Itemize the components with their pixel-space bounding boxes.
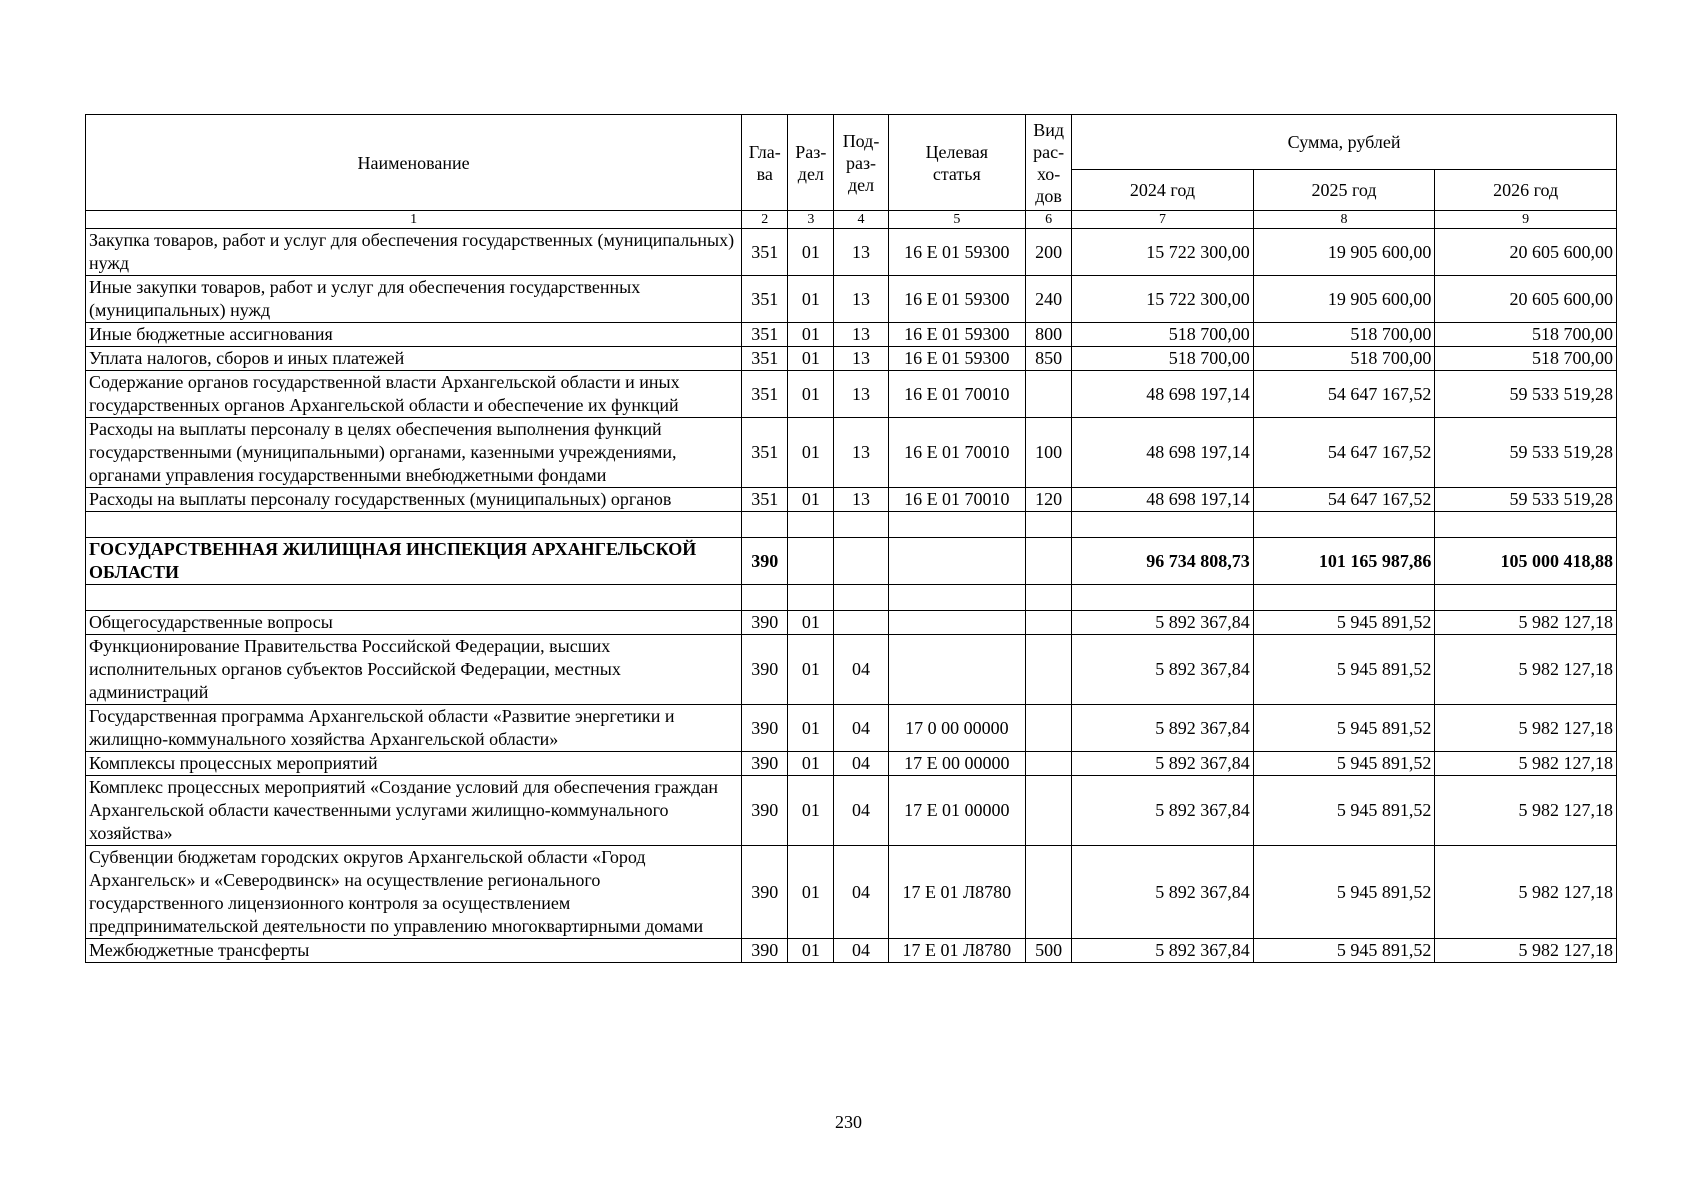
row-celevaya-statya [888,538,1025,585]
header-year-2024: 2024 год [1072,170,1254,211]
row-razdel: 01 [788,752,834,776]
budget-table [85,114,1617,963]
empty-cell [86,585,742,611]
row-vid-raskhodov [1026,538,1072,585]
row-razdel: 01 [788,635,834,705]
row-sum-2025: 5 945 891,52 [1253,939,1435,963]
empty-cell [1072,512,1254,538]
header-glava: Гла- ва [742,115,788,211]
row-glava: 351 [742,323,788,347]
empty-cell [834,585,888,611]
empty-cell [1435,585,1617,611]
empty-cell [1435,512,1617,538]
row-sum-2026: 5 982 127,18 [1435,939,1617,963]
row-celevaya-statya [888,611,1025,635]
row-vid-raskhodov: 120 [1026,488,1072,512]
row-sum-2024: 48 698 197,14 [1072,418,1254,488]
empty-cell [888,512,1025,538]
page-number: 230 [835,1112,862,1132]
row-glava: 351 [742,229,788,276]
row-vid-raskhodov: 200 [1026,229,1072,276]
table-row [86,276,1617,323]
row-sum-2026: 5 982 127,18 [1435,611,1617,635]
column-number: 5 [888,211,1025,229]
table-row [86,752,1617,776]
empty-cell [888,585,1025,611]
empty-cell [788,585,834,611]
row-name: Уплата налогов, сборов и иных платежей [86,347,742,371]
header-razdel: Раз- дел [788,115,834,211]
row-razdel: 01 [788,939,834,963]
table-row [86,418,1617,488]
row-podrazdel: 13 [834,229,888,276]
row-podrazdel: 04 [834,635,888,705]
row-podrazdel: 13 [834,371,888,418]
row-glava: 390 [742,705,788,752]
row-razdel: 01 [788,418,834,488]
row-sum-2025: 54 647 167,52 [1253,488,1435,512]
table-row [86,347,1617,371]
row-sum-2024: 5 892 367,84 [1072,635,1254,705]
row-sum-2024: 48 698 197,14 [1072,488,1254,512]
header-summa: Сумма, рублей [1072,115,1617,170]
table-row [86,611,1617,635]
row-sum-2026: 5 982 127,18 [1435,635,1617,705]
row-vid-raskhodov [1026,846,1072,939]
row-name: Субвенции бюджетам городских округов Архангельской области «Город Архангельск» и «Северодвинск» на осуществление регионального государственного лицензионного контроля за осуществлением предпринимательской деятельности по управлению многоквартирными домами [86,846,742,939]
row-podrazdel: 13 [834,323,888,347]
row-vid-raskhodov [1026,776,1072,846]
header-vid-raskhodov: Вид рас- хо- дов [1026,115,1072,211]
empty-cell [1026,585,1072,611]
row-razdel: 01 [788,347,834,371]
row-sum-2024: 5 892 367,84 [1072,846,1254,939]
row-razdel [788,538,834,585]
empty-cell [788,512,834,538]
row-sum-2024: 15 722 300,00 [1072,276,1254,323]
row-celevaya-statya: 16 Е 01 70010 [888,371,1025,418]
row-vid-raskhodov: 100 [1026,418,1072,488]
row-celevaya-statya: 17 Е 01 Л8780 [888,939,1025,963]
row-podrazdel: 04 [834,939,888,963]
row-sum-2024: 5 892 367,84 [1072,705,1254,752]
table-row [86,846,1617,939]
row-glava: 351 [742,418,788,488]
row-podrazdel: 04 [834,846,888,939]
table-row [86,371,1617,418]
row-sum-2024: 5 892 367,84 [1072,611,1254,635]
row-sum-2025: 5 945 891,52 [1253,846,1435,939]
row-sum-2026: 5 982 127,18 [1435,752,1617,776]
row-vid-raskhodov: 500 [1026,939,1072,963]
row-celevaya-statya: 16 Е 01 70010 [888,418,1025,488]
header-podrazdel: Под- раз- дел [834,115,888,211]
row-sum-2026: 518 700,00 [1435,323,1617,347]
row-razdel: 01 [788,371,834,418]
row-glava: 390 [742,538,788,585]
row-podrazdel [834,611,888,635]
column-number: 2 [742,211,788,229]
row-sum-2026: 59 533 519,28 [1435,371,1617,418]
row-name: Содержание органов государственной власти Архангельской области и иных государственных органов Архангельской области и обеспечение их функций [86,371,742,418]
row-razdel: 01 [788,705,834,752]
row-celevaya-statya: 16 Е 01 59300 [888,229,1025,276]
row-sum-2024: 5 892 367,84 [1072,776,1254,846]
table-row [86,323,1617,347]
row-glava: 390 [742,846,788,939]
row-name: Расходы на выплаты персоналу в целях обеспечения выполнения функций государственными (муниципальными) органами, казенными учреждениями, органами управления государственными внебюджетными фондами [86,418,742,488]
empty-cell [1253,512,1435,538]
column-number: 8 [1253,211,1435,229]
row-podrazdel: 13 [834,488,888,512]
table-row [86,776,1617,846]
row-sum-2024: 518 700,00 [1072,347,1254,371]
row-name: ГОСУДАРСТВЕННАЯ ЖИЛИЩНАЯ ИНСПЕКЦИЯ АРХАНГЕЛЬСКОЙ ОБЛАСТИ [86,538,742,585]
row-glava: 351 [742,347,788,371]
row-sum-2026: 5 982 127,18 [1435,776,1617,846]
row-sum-2024: 48 698 197,14 [1072,371,1254,418]
row-name: Функционирование Правительства Российской Федерации, высших исполнительных органов субъектов Российской Федерации, местных администраций [86,635,742,705]
header-name: Наименование [86,115,742,211]
row-name: Расходы на выплаты персоналу государственных (муниципальных) органов [86,488,742,512]
column-number: 3 [788,211,834,229]
row-celevaya-statya: 16 Е 01 59300 [888,323,1025,347]
row-vid-raskhodov [1026,611,1072,635]
header-celevaya-statya: Целевая статья [888,115,1025,211]
row-sum-2025: 518 700,00 [1253,323,1435,347]
row-name: Межбюджетные трансферты [86,939,742,963]
empty-cell [1253,585,1435,611]
row-vid-raskhodov [1026,752,1072,776]
table-row [86,229,1617,276]
row-razdel: 01 [788,488,834,512]
row-sum-2026: 59 533 519,28 [1435,488,1617,512]
row-glava: 390 [742,611,788,635]
row-razdel: 01 [788,323,834,347]
row-razdel: 01 [788,846,834,939]
row-podrazdel: 13 [834,276,888,323]
empty-cell [742,512,788,538]
row-sum-2026: 5 982 127,18 [1435,846,1617,939]
row-name: Общегосударственные вопросы [86,611,742,635]
row-sum-2026: 5 982 127,18 [1435,705,1617,752]
row-celevaya-statya: 17 Е 01 00000 [888,776,1025,846]
row-celevaya-statya [888,635,1025,705]
table-row [86,488,1617,512]
column-number: 4 [834,211,888,229]
row-sum-2025: 101 165 987,86 [1253,538,1435,585]
row-sum-2025: 54 647 167,52 [1253,418,1435,488]
row-sum-2025: 5 945 891,52 [1253,752,1435,776]
row-sum-2025: 5 945 891,52 [1253,611,1435,635]
empty-cell [1026,512,1072,538]
row-glava: 351 [742,371,788,418]
row-sum-2024: 96 734 808,73 [1072,538,1254,585]
empty-cell [834,512,888,538]
row-glava: 390 [742,635,788,705]
row-name: Закупка товаров, работ и услуг для обеспечения государственных (муниципальных) нужд [86,229,742,276]
header-year-2025: 2025 год [1253,170,1435,211]
row-podrazdel: 13 [834,418,888,488]
column-numbers-row [86,211,1617,229]
row-sum-2024: 5 892 367,84 [1072,752,1254,776]
row-glava: 351 [742,488,788,512]
row-sum-2026: 518 700,00 [1435,347,1617,371]
row-celevaya-statya: 16 Е 01 59300 [888,347,1025,371]
empty-cell [742,585,788,611]
row-vid-raskhodov: 800 [1026,323,1072,347]
row-vid-raskhodov [1026,635,1072,705]
row-podrazdel: 04 [834,752,888,776]
row-podrazdel: 13 [834,347,888,371]
column-number: 9 [1435,211,1617,229]
row-sum-2025: 19 905 600,00 [1253,229,1435,276]
table-row [86,705,1617,752]
row-sum-2025: 518 700,00 [1253,347,1435,371]
row-name: Комплексы процессных мероприятий [86,752,742,776]
spacer-row [86,512,1617,538]
column-number: 7 [1072,211,1254,229]
empty-cell [86,512,742,538]
row-glava: 390 [742,776,788,846]
row-sum-2025: 5 945 891,52 [1253,705,1435,752]
row-name: Государственная программа Архангельской области «Развитие энергетики и жилищно-коммунального хозяйства Архангельской области» [86,705,742,752]
row-razdel: 01 [788,611,834,635]
row-razdel: 01 [788,276,834,323]
row-celevaya-statya: 17 0 00 00000 [888,705,1025,752]
row-sum-2026: 20 605 600,00 [1435,229,1617,276]
row-celevaya-statya: 16 Е 01 59300 [888,276,1025,323]
row-sum-2024: 518 700,00 [1072,323,1254,347]
row-sum-2024: 5 892 367,84 [1072,939,1254,963]
row-sum-2025: 19 905 600,00 [1253,276,1435,323]
column-number: 1 [86,211,742,229]
table-row [86,538,1617,585]
row-celevaya-statya: 17 Е 01 Л8780 [888,846,1025,939]
row-podrazdel: 04 [834,705,888,752]
spacer-row [86,585,1617,611]
row-razdel: 01 [788,776,834,846]
row-celevaya-statya: 17 Е 00 00000 [888,752,1025,776]
header-year-2026: 2026 год [1435,170,1617,211]
row-sum-2025: 5 945 891,52 [1253,635,1435,705]
row-sum-2024: 15 722 300,00 [1072,229,1254,276]
table-row [86,939,1617,963]
row-name: Комплекс процессных мероприятий «Создание условий для обеспечения граждан Архангельской области качественными услугами жилищно-коммунального хозяйства» [86,776,742,846]
empty-cell [1072,585,1254,611]
row-razdel: 01 [788,229,834,276]
row-sum-2025: 5 945 891,52 [1253,776,1435,846]
row-glava: 351 [742,276,788,323]
row-name: Иные закупки товаров, работ и услуг для обеспечения государственных (муниципальных) нужд [86,276,742,323]
row-vid-raskhodov: 240 [1026,276,1072,323]
row-glava: 390 [742,939,788,963]
row-celevaya-statya: 16 Е 01 70010 [888,488,1025,512]
row-name: Иные бюджетные ассигнования [86,323,742,347]
table-body [86,211,1617,963]
row-glava: 390 [742,752,788,776]
row-podrazdel [834,538,888,585]
row-vid-raskhodov [1026,705,1072,752]
row-sum-2026: 20 605 600,00 [1435,276,1617,323]
row-sum-2025: 54 647 167,52 [1253,371,1435,418]
row-sum-2026: 105 000 418,88 [1435,538,1617,585]
row-sum-2026: 59 533 519,28 [1435,418,1617,488]
column-number: 6 [1026,211,1072,229]
row-vid-raskhodov [1026,371,1072,418]
table-row [86,635,1617,705]
row-podrazdel: 04 [834,776,888,846]
row-vid-raskhodov: 850 [1026,347,1072,371]
